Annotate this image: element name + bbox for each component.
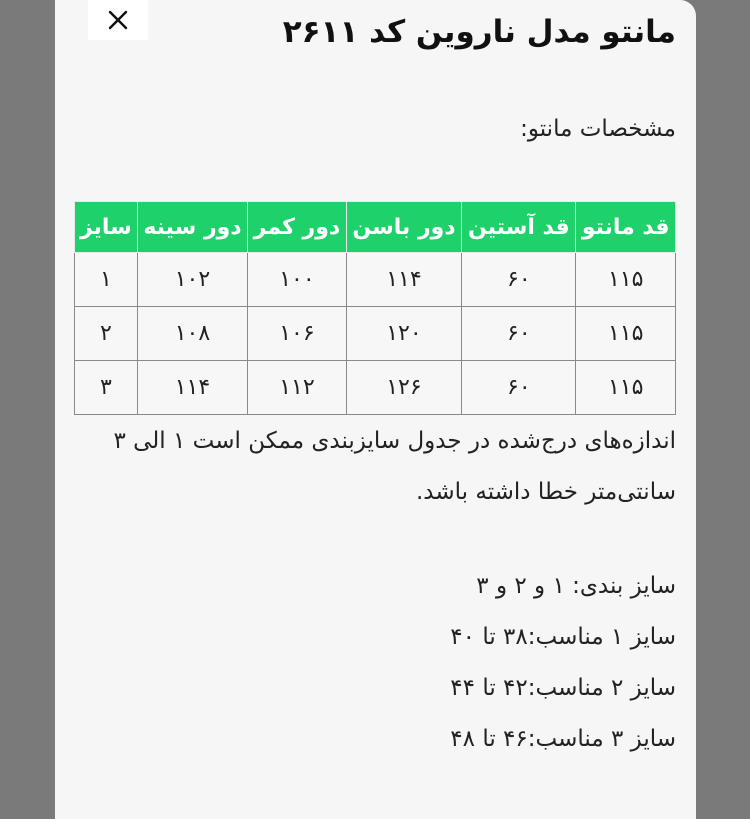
table-cell: ۱۱۲	[248, 361, 346, 415]
size-tolerance-note: اندازه‌های درج‌شده در جدول سایزبندی ممکن است ۱ الی ۳ سانتی‌متر خطا داشته باشد.	[113, 428, 676, 505]
column-header: دور سینه	[137, 202, 247, 253]
table-cell: ۱۰۶	[248, 307, 346, 361]
table-cell: ۱۰۲	[137, 253, 247, 307]
table-cell: ۱	[75, 253, 138, 307]
table-cell: ۳	[75, 361, 138, 415]
table-cell: ۱۱۵	[576, 307, 676, 361]
list-item: سایز بندی: ۱ و ۲ و ۳	[476, 573, 676, 599]
table-cell: ۶۰	[462, 253, 576, 307]
list-item: سایز ۳ مناسب:۴۶ تا ۴۸	[450, 726, 676, 752]
table-row	[75, 253, 676, 307]
specs-label: مشخصات مانتو:	[520, 116, 676, 142]
size-table	[74, 201, 676, 415]
table-header-row	[75, 202, 676, 253]
size-info-list	[450, 564, 676, 768]
table-cell: ۶۰	[462, 361, 576, 415]
table-cell: ۱۱۵	[576, 361, 676, 415]
table-cell: ۱۰۸	[137, 307, 247, 361]
column-header: قد آستین	[462, 202, 576, 253]
table-cell: ۱۱۴	[137, 361, 247, 415]
table-row	[75, 307, 676, 361]
table-cell: ۶۰	[462, 307, 576, 361]
column-header: قد مانتو	[576, 202, 676, 253]
table-cell: ۱۱۵	[576, 253, 676, 307]
column-header: دور کمر	[248, 202, 346, 253]
column-header: سایز	[75, 202, 138, 253]
table-cell: ۲	[75, 307, 138, 361]
close-icon	[107, 9, 129, 31]
list-item: سایز ۱ مناسب:۳۸ تا ۴۰	[450, 624, 676, 650]
list-item: سایز ۲ مناسب:۴۲ تا ۴۴	[450, 675, 676, 701]
product-detail-card	[55, 0, 696, 819]
page-title: مانتو مدل ناروین کد ۲۶۱۱	[282, 14, 676, 50]
table-cell: ۱۱۴	[346, 253, 462, 307]
table-cell: ۱۲۰	[346, 307, 462, 361]
table-cell: ۱۲۶	[346, 361, 462, 415]
table-row	[75, 361, 676, 415]
column-header: دور باسن	[346, 202, 462, 253]
table-cell: ۱۰۰	[248, 253, 346, 307]
close-button[interactable]	[88, 0, 148, 40]
